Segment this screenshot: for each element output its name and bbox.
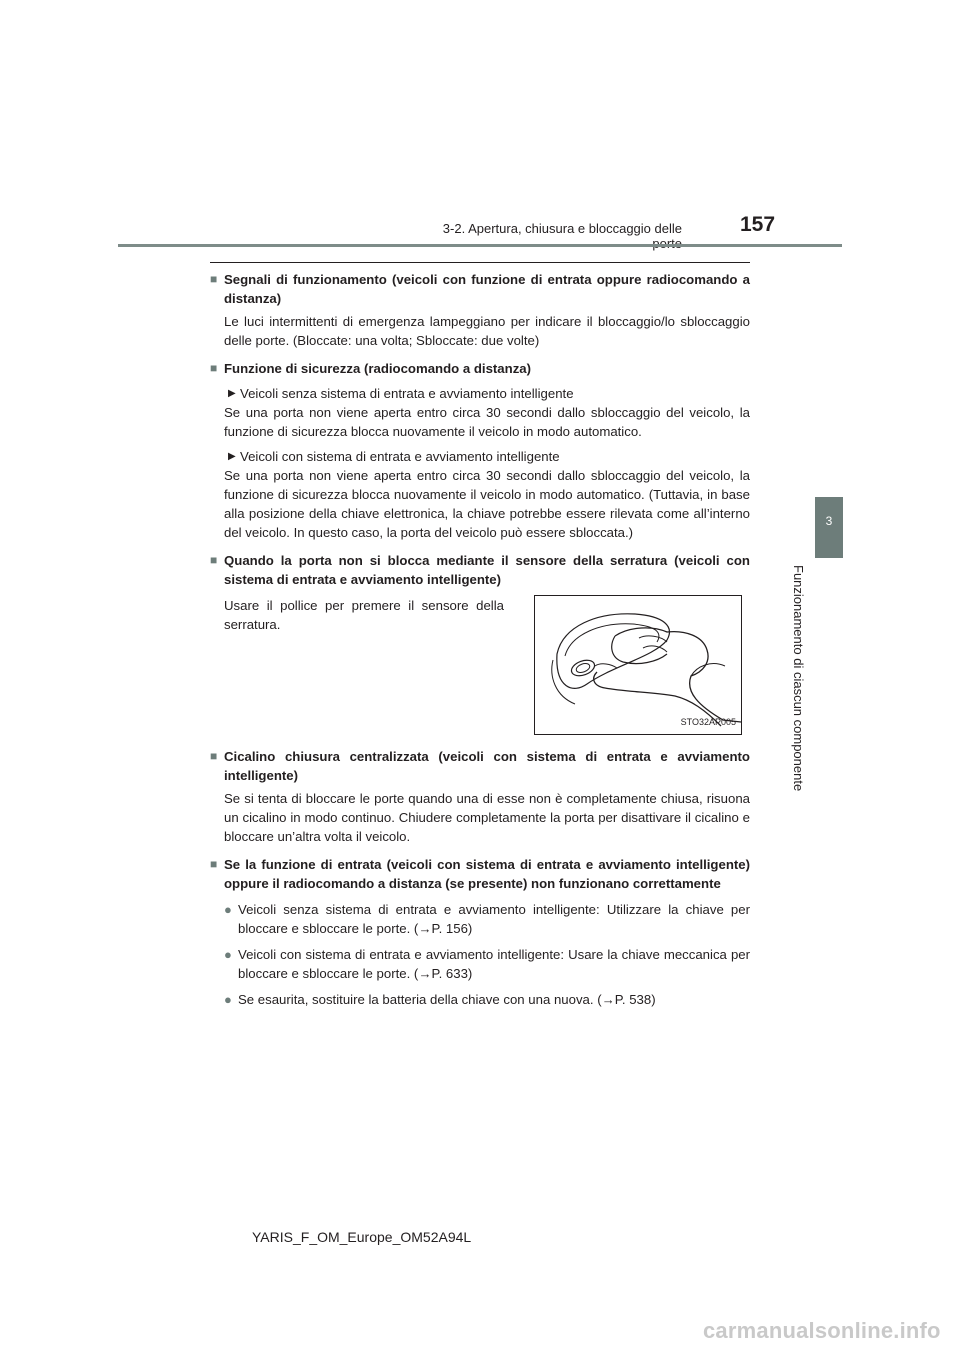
list-item	[210, 945, 750, 983]
paragraph: Se una porta non viene aperta entro circa 30 secondi dallo sbloccaggio del veicolo, la funzione di sicurezza blocca nuovamente il veicolo in modo automatico. (Tuttavia, in base alla posizione della chiave elettronica, la chiave potrebbe essere rilevata come all’interno del veicolo. In questo caso, la porta del veicolo può essere sbloccata.)	[224, 468, 750, 540]
sub-item-label	[210, 384, 750, 403]
header-section-title: 3-2. Apertura, chiusura e bloccaggio delle	[442, 221, 682, 236]
paragraph: Usare il pollice per premere il sensore della serratura.	[224, 598, 504, 632]
square-marker-icon: ■	[210, 857, 218, 871]
list-item	[210, 900, 750, 938]
list-item	[210, 990, 750, 1009]
paragraph: Se si tenta di bloccare le porte quando una di esse non è completamente chiusa, risuona un cicalino in modo continuo. Chiudere completamente la porta per disattivare il cicalino e bloccare un’altra volta il veicolo.	[224, 791, 750, 844]
square-marker-icon: ■	[210, 553, 218, 567]
section-heading	[210, 747, 750, 785]
heading-text: Quando la porta non si blocca mediante il sensore della serratura (veicoli con sistema di entrata e avviamento intelligente)	[224, 553, 750, 587]
page-content	[210, 270, 750, 1009]
watermark: carmanualsonline.info	[703, 1318, 941, 1343]
heading-text: Funzione di sicurezza (radiocomando a distanza)	[224, 361, 532, 376]
square-marker-icon: ■	[210, 272, 218, 286]
heading-text: Cicalino chiusura centralizzata (veicoli con sistema di entrata e avviamento intelligente)	[224, 749, 750, 783]
figure-row	[210, 593, 750, 735]
list-item-text: Veicoli senza sistema di entrata e avviamento intelligente: Utilizzare la chiave per bloccare e sbloccare le porte. (→P. 156)	[238, 902, 750, 936]
heading-text: Segnali di funzionamento (veicoli con funzione di entrata oppure radiocomando a distanza)	[224, 272, 750, 306]
header-rule	[118, 244, 842, 247]
figure-code: STO32AP005	[680, 717, 736, 727]
chapter-title: Funzionamento di ciascun componente	[791, 565, 806, 792]
round-bullet-icon: ●	[224, 902, 232, 917]
square-marker-icon: ■	[210, 749, 218, 763]
round-bullet-icon: ●	[224, 947, 232, 962]
section-heading	[210, 551, 750, 589]
heading-text: Se la funzione di entrata (veicoli con sistema di entrata e avviamento intelligente) oppure il radiocomando a distanza (se presente) non funzionano correttamente	[224, 857, 750, 891]
triangle-arrow-icon: ▶	[228, 451, 236, 462]
chapter-tab: 3	[815, 497, 843, 558]
list-item-text: Se esaurita, sostituire la batteria della chiave con una nuova. (→P. 538)	[238, 992, 656, 1007]
sub-item-label	[210, 447, 750, 466]
section-heading	[210, 855, 750, 893]
door-handle-illustration	[534, 595, 742, 735]
sub-item-text: Veicoli senza sistema di entrata e avviamento intelligente	[240, 386, 574, 401]
page-number: 157	[740, 213, 776, 236]
section-heading	[210, 270, 750, 308]
section-heading	[210, 359, 750, 378]
triangle-arrow-icon: ▶	[228, 388, 236, 399]
paragraph: Se una porta non viene aperta entro circa 30 secondi dallo sbloccaggio del veicolo, la funzione di sicurezza blocca nuovamente il veicolo in modo automatico.	[224, 405, 750, 439]
round-bullet-icon: ●	[224, 992, 232, 1007]
list-item-text: Veicoli con sistema di entrata e avviamento intelligente: Usare la chiave meccanica per bloccare e sbloccare le porte. (→P. 633)	[238, 947, 750, 981]
content-top-rule	[210, 262, 750, 263]
sub-item-text: Veicoli con sistema di entrata e avviamento intelligente	[240, 449, 560, 464]
paragraph: Le luci intermittenti di emergenza lampeggiano per indicare il bloccaggio/lo sbloccaggio delle porte. (Bloccate: una volta; Sbloccate: due volte)	[224, 314, 750, 348]
document-code: YARIS_F_OM_Europe_OM52A94L	[252, 1229, 472, 1245]
square-marker-icon: ■	[210, 361, 218, 375]
